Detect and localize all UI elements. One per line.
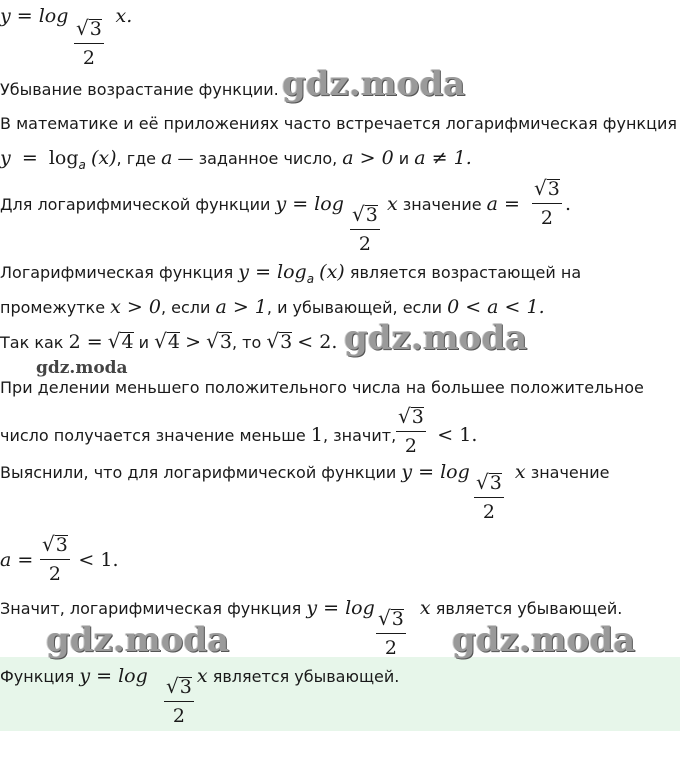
heading-text: Убывание возрастание функции. — [0, 80, 279, 99]
fraction-sqrt3-over-2: $\frac{√3}{2}$ — [378, 606, 404, 659]
answer-line: Функция y = log x является убывающей. — [0, 665, 400, 687]
formula-line-1 — [0, 6, 132, 27]
watermark-logo: gdz.moda — [282, 64, 466, 104]
formula-text: y = log — [0, 5, 69, 27]
fraction-sqrt3-over-2: $\frac{√3}{2}$ — [398, 404, 424, 457]
paragraph-9: Выяснили, что для логарифмической функции y = log x значение — [0, 461, 610, 483]
formula-var: x. — [115, 5, 133, 27]
paragraph-11: Значит, логарифмическая функция y = log x является убывающей. — [0, 597, 623, 619]
fraction-sqrt3-over-2: $\frac{√3}{2}$ — [76, 16, 102, 69]
paragraph-10: a = < 1. — [0, 549, 119, 571]
fraction-sqrt3-over-2: $\frac{√3}{2}$ — [476, 470, 502, 523]
watermark-logo: gdz.moda — [46, 620, 230, 660]
fraction-sqrt3-over-2: $\frac{√3}{2}$ — [352, 202, 378, 255]
paragraph-7: При делении меньшего положительного числа на большее положительное — [0, 378, 644, 397]
paragraph-5: промежутке x > 0, если a > 1, и убывающей, если 0 < a < 1. — [0, 296, 545, 318]
watermark-logo: gdz.moda — [344, 318, 528, 358]
paragraph-2: $y = \log_a (x)$, где a — заданное число, a > 0 и a ≠ 1. — [0, 147, 472, 172]
paragraph-1: В математике и её приложениях часто встречается логарифмическая функция — [0, 114, 677, 133]
watermark-logo: gdz.moda — [452, 620, 636, 660]
fraction-sqrt3-over-2: $\frac{√3}{2}$ — [166, 674, 192, 727]
paragraph-8: число получается значение меньше 1, значит, < 1. — [0, 424, 478, 446]
paragraph-4: Логарифмическая функция $y = \log_a (x)$ является возрастающей на — [0, 261, 582, 286]
fraction-sqrt3-over-2: $\frac{√3}{2}$ — [534, 176, 560, 229]
paragraph-6: Так как 2 = √4 и √4 > √3, то √3 < 2. — [0, 329, 338, 353]
fraction-sqrt3-over-2: $\frac{√3}{2}$ — [42, 532, 68, 585]
watermark-logo: gdz.moda — [36, 358, 128, 378]
paragraph-3: Для логарифмической функции y = log x значение a = . — [0, 193, 572, 215]
